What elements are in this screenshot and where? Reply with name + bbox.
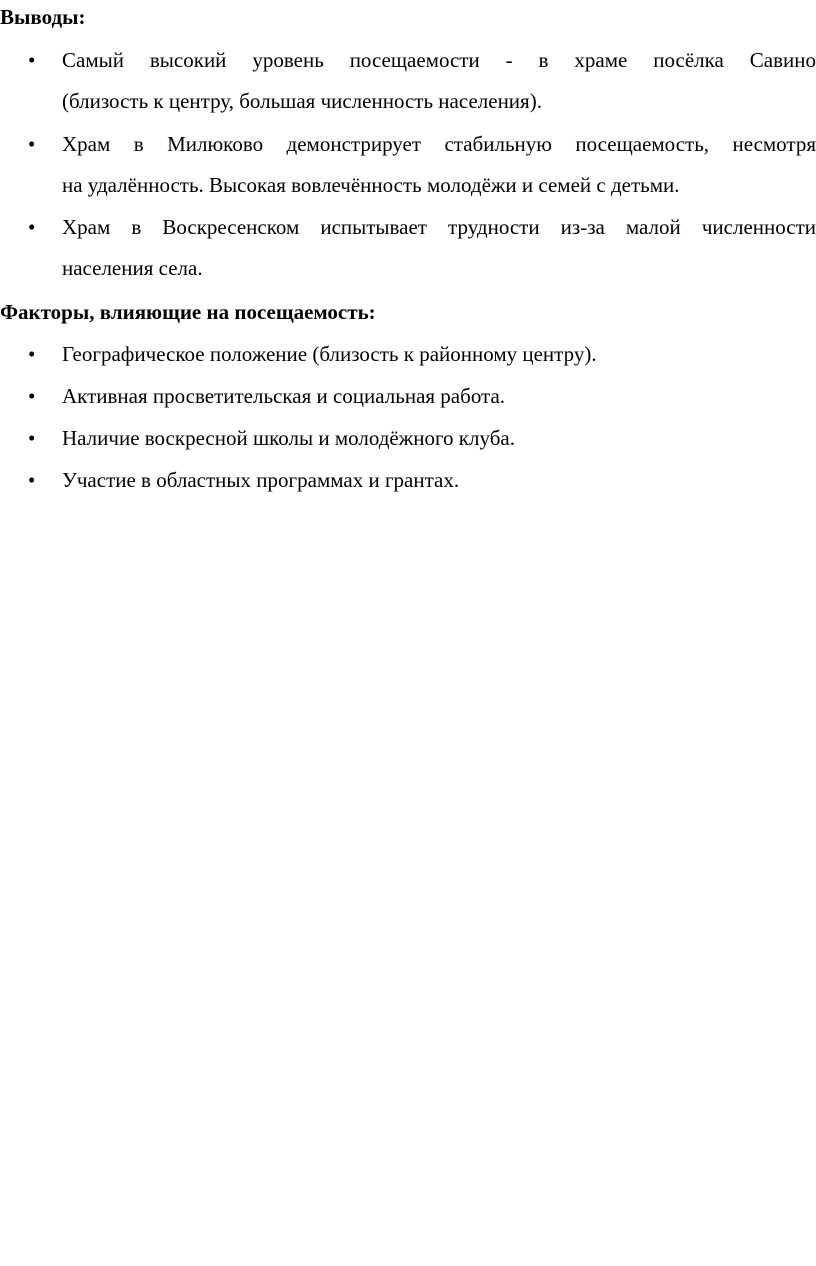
- list-item-text: [62, 81, 816, 122]
- list-item: [0, 207, 816, 289]
- list-item-text: [62, 124, 816, 165]
- list-item-line: Храм в Воскресенском испытывает трудности из-за малой численности: [62, 215, 816, 239]
- list-item-text: Географическое положение (близость к районному центру).: [62, 342, 597, 366]
- bullet-icon: •: [28, 426, 36, 450]
- list-item-text: [62, 165, 816, 206]
- list-item: [0, 376, 816, 417]
- bullet-icon: •: [28, 384, 36, 408]
- list-item: [0, 334, 816, 375]
- list-item-text: [62, 207, 816, 248]
- list-item-text: [62, 248, 816, 289]
- bullet-icon: •: [28, 48, 36, 72]
- list-item-line: Самый высокий уровень посещаемости - в храме посёлка Савино: [62, 48, 816, 72]
- list-item-text: Наличие воскресной школы и молодёжного клуба.: [62, 426, 515, 450]
- list-item: [0, 418, 816, 459]
- list-item-text: Активная просветительская и социальная работа.: [62, 384, 506, 408]
- bullet-icon: •: [28, 215, 36, 239]
- list-item-line: на удалённость. Высокая вовлечённость молодёжи и семей с детьми.: [62, 173, 680, 197]
- list-item-line: населения села.: [62, 256, 203, 280]
- conclusions-heading: Выводы:: [0, 5, 86, 29]
- list-item-text: Участие в областных программах и грантах.: [62, 468, 460, 492]
- bullet-icon: •: [28, 132, 36, 156]
- list-item: [0, 40, 816, 122]
- bullet-icon: •: [28, 468, 36, 492]
- factors-heading: Факторы, влияющие на посещаемость:: [0, 300, 376, 324]
- list-item: [0, 460, 816, 501]
- list-item-line: Храм в Милюково демонстрирует стабильную посещаемость, несмотря: [62, 132, 816, 156]
- list-item: [0, 124, 816, 206]
- bullet-icon: •: [28, 342, 36, 366]
- list-item-text: [62, 40, 816, 81]
- list-item-line: (близость к центру, большая численность населения).: [62, 89, 542, 113]
